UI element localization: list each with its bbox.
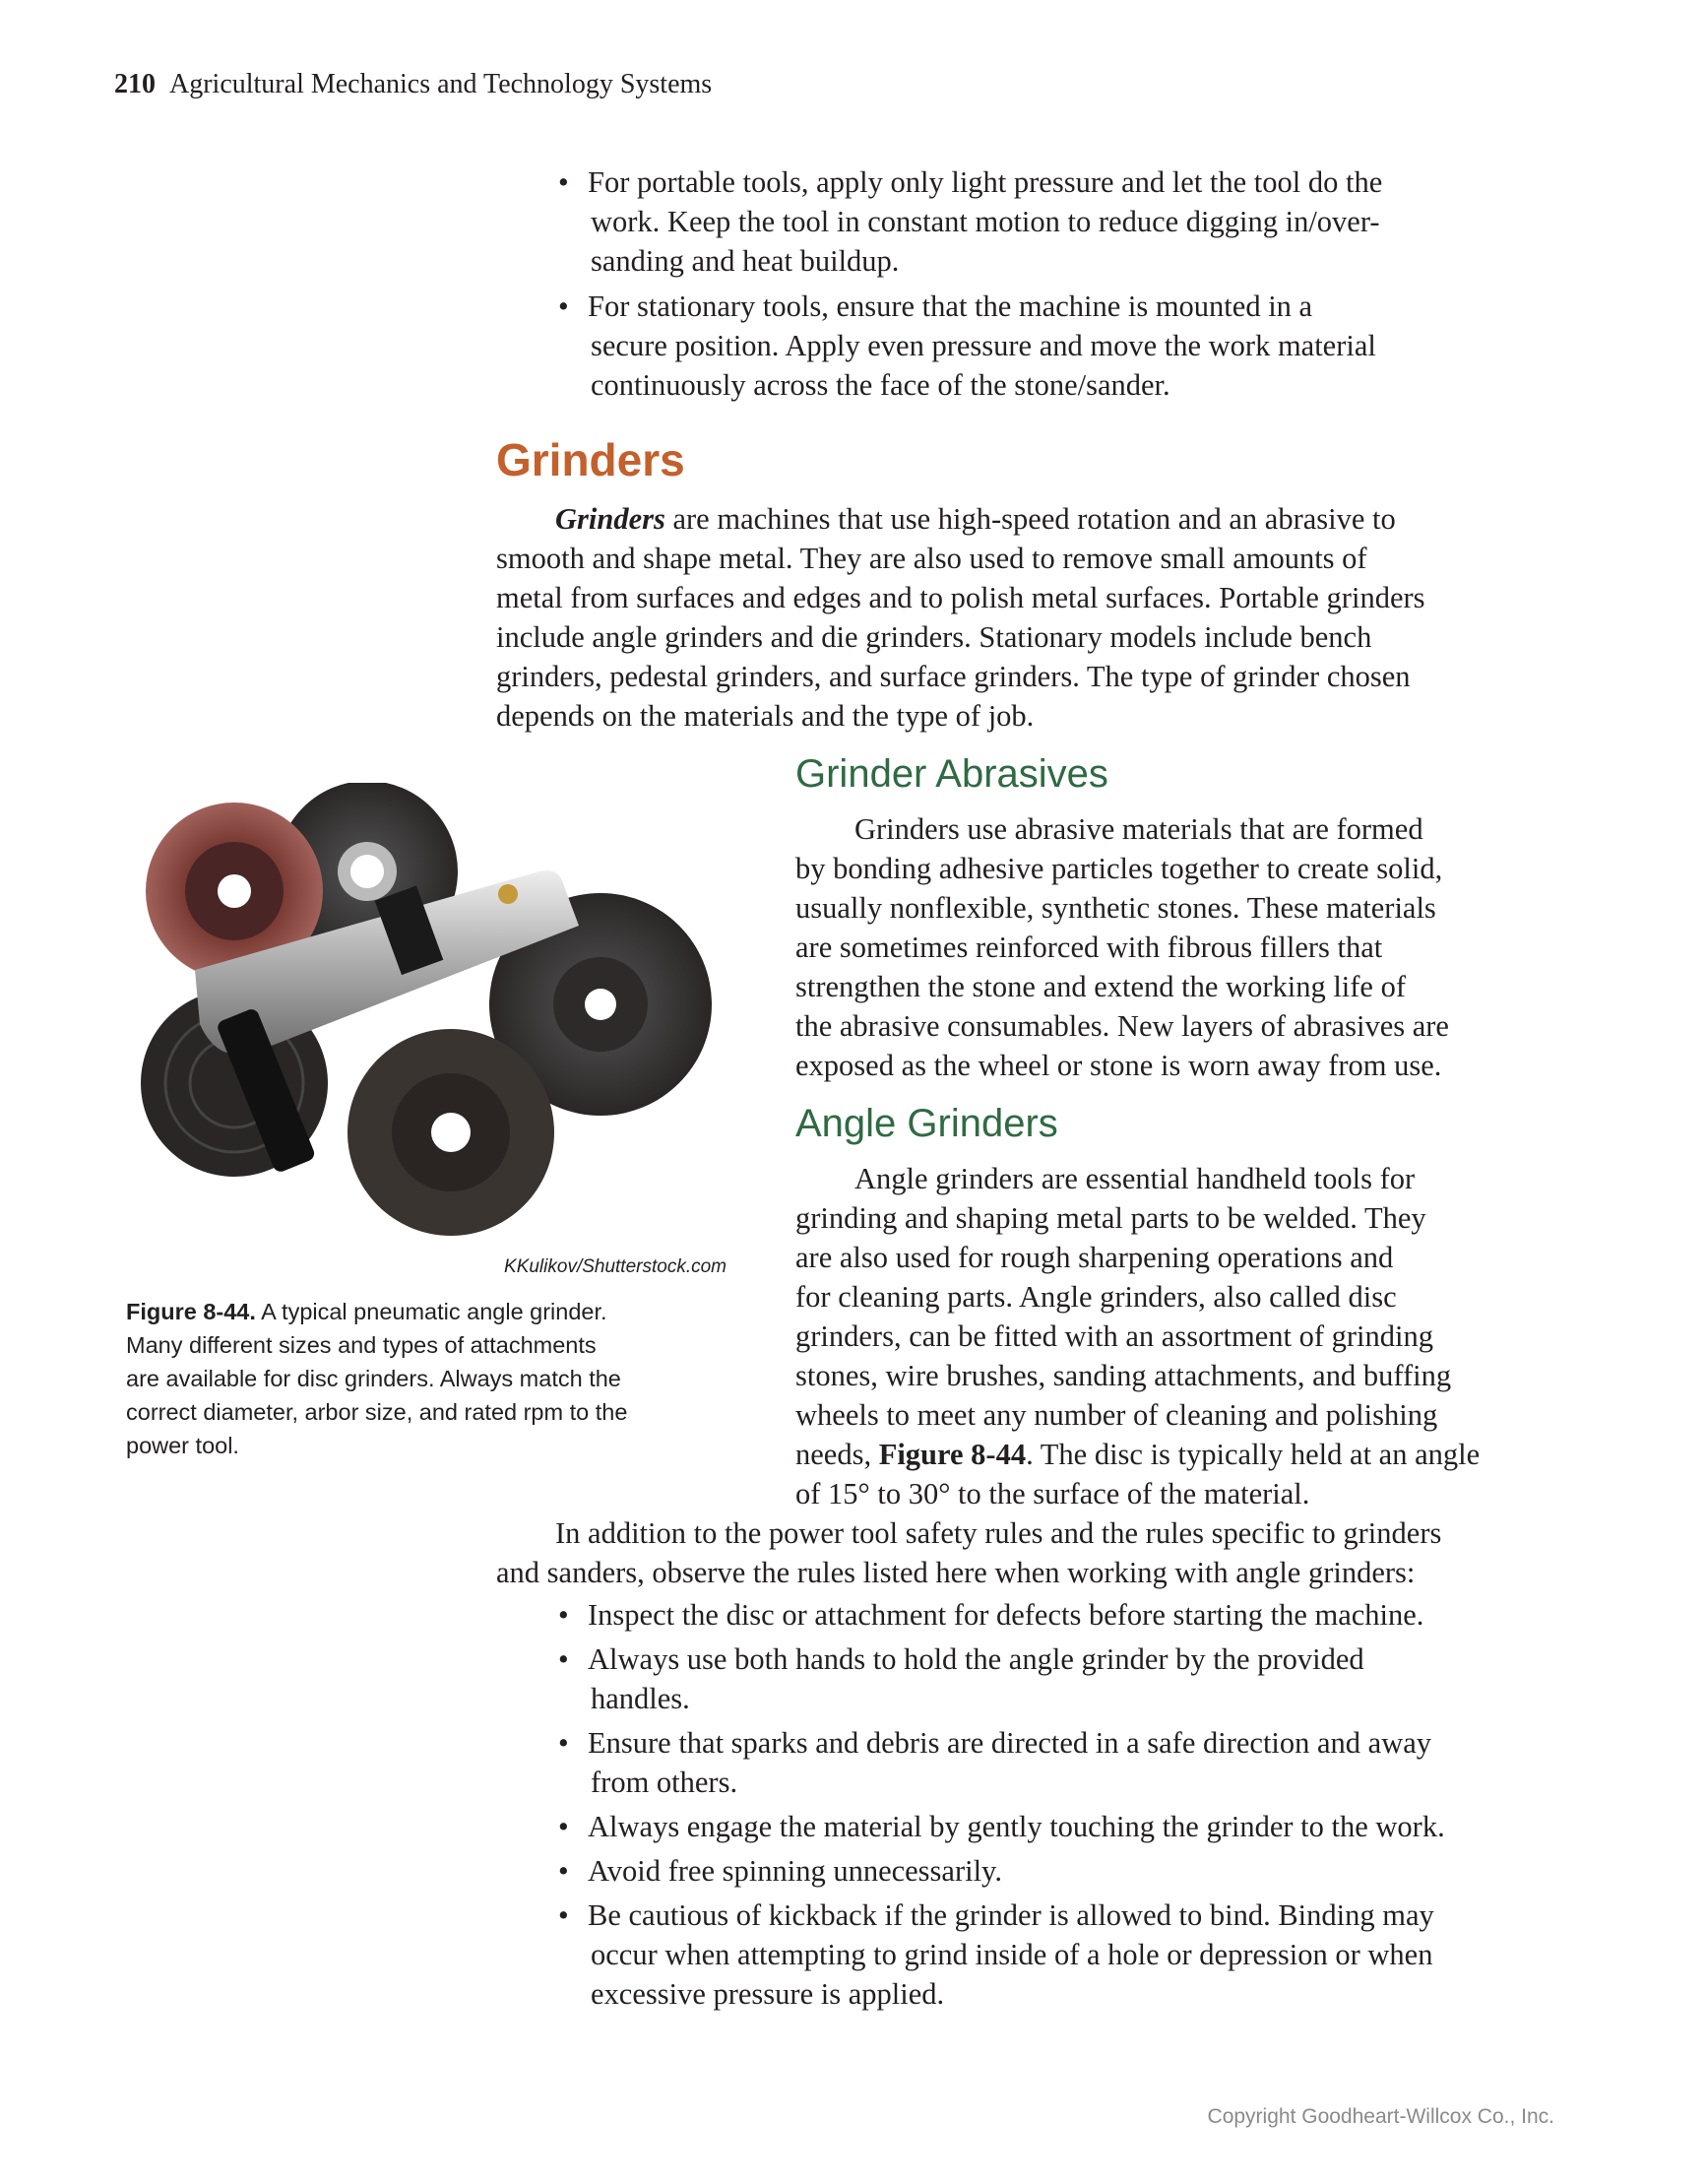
bullet-line: work. Keep the tool in constant motion to reduce digging in/over- [591, 205, 1380, 238]
paragraph-line: power tool. [126, 1433, 239, 1458]
paragraph-line: of 15° to 30° to the surface of the material. [795, 1477, 1310, 1510]
subheading-grinder-abrasives: Grinder Abrasives [795, 752, 1108, 796]
paragraph-line: metal from surfaces and edges and to polish metal surfaces. Portable grinders [496, 581, 1425, 614]
paragraph-line: include angle grinders and die grinders. Stationary models include bench [496, 620, 1372, 654]
bullet-line: continuously across the face of the stone/sander. [591, 368, 1170, 402]
bullet-line: Avoid free spinning unnecessarily. [588, 1854, 1002, 1888]
bullet-line: For stationary tools, ensure that the machine is mounted in a [588, 289, 1313, 323]
paragraph-line: Grinders are machines that use high-speed rotation and an abrasive to [555, 502, 1396, 536]
bullet-icon: • [558, 289, 569, 323]
page-number: 210 [114, 69, 156, 99]
book-title: Agricultural Mechanics and Technology Systems [169, 69, 713, 99]
bullet-line: handles. [591, 1682, 690, 1715]
paragraph-line: Many different sizes and types of attachments [126, 1332, 597, 1358]
paragraph-line: for cleaning parts. Angle grinders, also called disc [795, 1280, 1397, 1314]
paragraph-line: and sanders, observe the rules listed here when working with angle grinders: [496, 1556, 1416, 1589]
bullet-icon: • [558, 1898, 569, 1932]
bullet-line: sanding and heat buildup. [591, 244, 900, 278]
angle-grinder-photo [126, 783, 728, 1253]
paragraph-line: strengthen the stone and extend the working life of [795, 970, 1406, 1003]
key-term: Grinders [555, 502, 665, 536]
bullet-line: Ensure that sparks and debris are directed in a safe direction and away [588, 1726, 1432, 1760]
figure-label: Figure 8-44. [126, 1299, 256, 1324]
paragraph-line: stones, wire brushes, sanding attachments, and buffing [795, 1359, 1452, 1392]
bullet-line: from others. [591, 1766, 738, 1799]
bullet-item [558, 287, 1382, 405]
bullet-line: excessive pressure is applied. [591, 1977, 945, 2011]
bullet-item [558, 1851, 1445, 1891]
paragraph-line: grinders, can be fitted with an assortment of grinding [795, 1319, 1433, 1353]
section-heading-grinders: Grinders [496, 434, 685, 485]
bullet-line: occur when attempting to grind inside of a hole or depression or when [591, 1938, 1433, 1971]
bullet-item [558, 1595, 1445, 1635]
paragraph-line: exposed as the wheel or stone is worn away from use. [795, 1049, 1442, 1082]
paragraph-line: correct diameter, arbor size, and rated rpm to the [126, 1399, 628, 1425]
bullet-icon: • [558, 1854, 569, 1888]
figure-reference[interactable]: Figure 8-44 [878, 1438, 1027, 1471]
bullet-icon: • [558, 1598, 569, 1632]
bullet-icon: • [558, 1810, 569, 1843]
bullet-item [558, 1895, 1445, 2014]
paragraph-line: smooth and shape metal. They are also used to remove small amounts of [496, 542, 1367, 575]
bullet-icon: • [558, 1642, 569, 1676]
paragraph-line: are sometimes reinforced with fibrous fillers that [795, 931, 1383, 964]
running-header [114, 69, 712, 100]
paragraph-line: wheels to meet any number of cleaning and polishing [795, 1398, 1438, 1432]
paragraph-line: depends on the materials and the type of job. [496, 699, 1035, 733]
addition-paragraph [496, 1513, 1441, 1592]
paragraph-line: usually nonflexible, synthetic stones. These materials [795, 891, 1436, 925]
paragraph-line: are available for disc grinders. Always match the [126, 1366, 621, 1391]
photo-credit: KKulikov/Shutterstock.com [504, 1256, 727, 1277]
bullet-icon: • [558, 165, 569, 199]
grinders-paragraph [496, 499, 1425, 736]
bullet-line: Be cautious of kickback if the grinder is allowed to bind. Binding may [588, 1898, 1434, 1932]
paragraph-line: needs, Figure 8-44. The disc is typically held at an angle [795, 1438, 1481, 1471]
bullet-line: Inspect the disc or attachment for defects before starting the machine. [588, 1598, 1424, 1632]
paragraph-line: grinding and shaping metal parts to be welded. They [795, 1201, 1426, 1235]
paragraph-line: by bonding adhesive particles together to create solid, [795, 852, 1443, 885]
bullet-line: secure position. Apply even pressure and move the work material [591, 329, 1376, 362]
paragraph-line: Angle grinders are essential handheld tools for [854, 1162, 1416, 1195]
copyright-footer: Copyright Goodheart-Willcox Co., Inc. [1207, 2105, 1554, 2128]
paragraph-line: the abrasive consumables. New layers of abrasives are [795, 1009, 1449, 1043]
paragraph-line: grinders, pedestal grinders, and surface grinders. The type of grinder chosen [496, 660, 1411, 693]
paragraph-line: are also used for rough sharpening operations and [795, 1241, 1394, 1274]
paragraph-line: In addition to the power tool safety rules and the rules specific to grinders [555, 1516, 1442, 1550]
abrasives-paragraph [795, 809, 1449, 1085]
bullet-item [558, 1639, 1445, 1718]
top-bullet-list [558, 162, 1383, 411]
bullet-icon: • [558, 1726, 569, 1760]
figure-caption: Figure 8-44. A typical pneumatic angle grinder. Many different sizes and types of attachments are available for disc grinders. Always match the correct diameter, arbor size, and rated rpm to the power tool. [126, 1295, 736, 1462]
angle-grinder-rules-list [558, 1595, 1445, 2019]
figure-8-44-image [126, 783, 728, 1253]
disc-flap-dark [348, 1029, 554, 1236]
bullet-line: Always engage the material by gently touching the grinder to the work. [588, 1810, 1445, 1843]
paragraph-line: Grinders use abrasive materials that are formed [854, 812, 1423, 846]
subheading-angle-grinders: Angle Grinders [795, 1102, 1058, 1145]
bullet-item [558, 1723, 1445, 1802]
bullet-line: Always use both hands to hold the angle grinder by the provided [588, 1642, 1364, 1676]
angle-grinders-paragraph [795, 1159, 1480, 1513]
bullet-line: For portable tools, apply only light pressure and let the tool do the [588, 165, 1383, 199]
bullet-item [558, 1807, 1445, 1846]
bullet-item [558, 162, 1383, 281]
